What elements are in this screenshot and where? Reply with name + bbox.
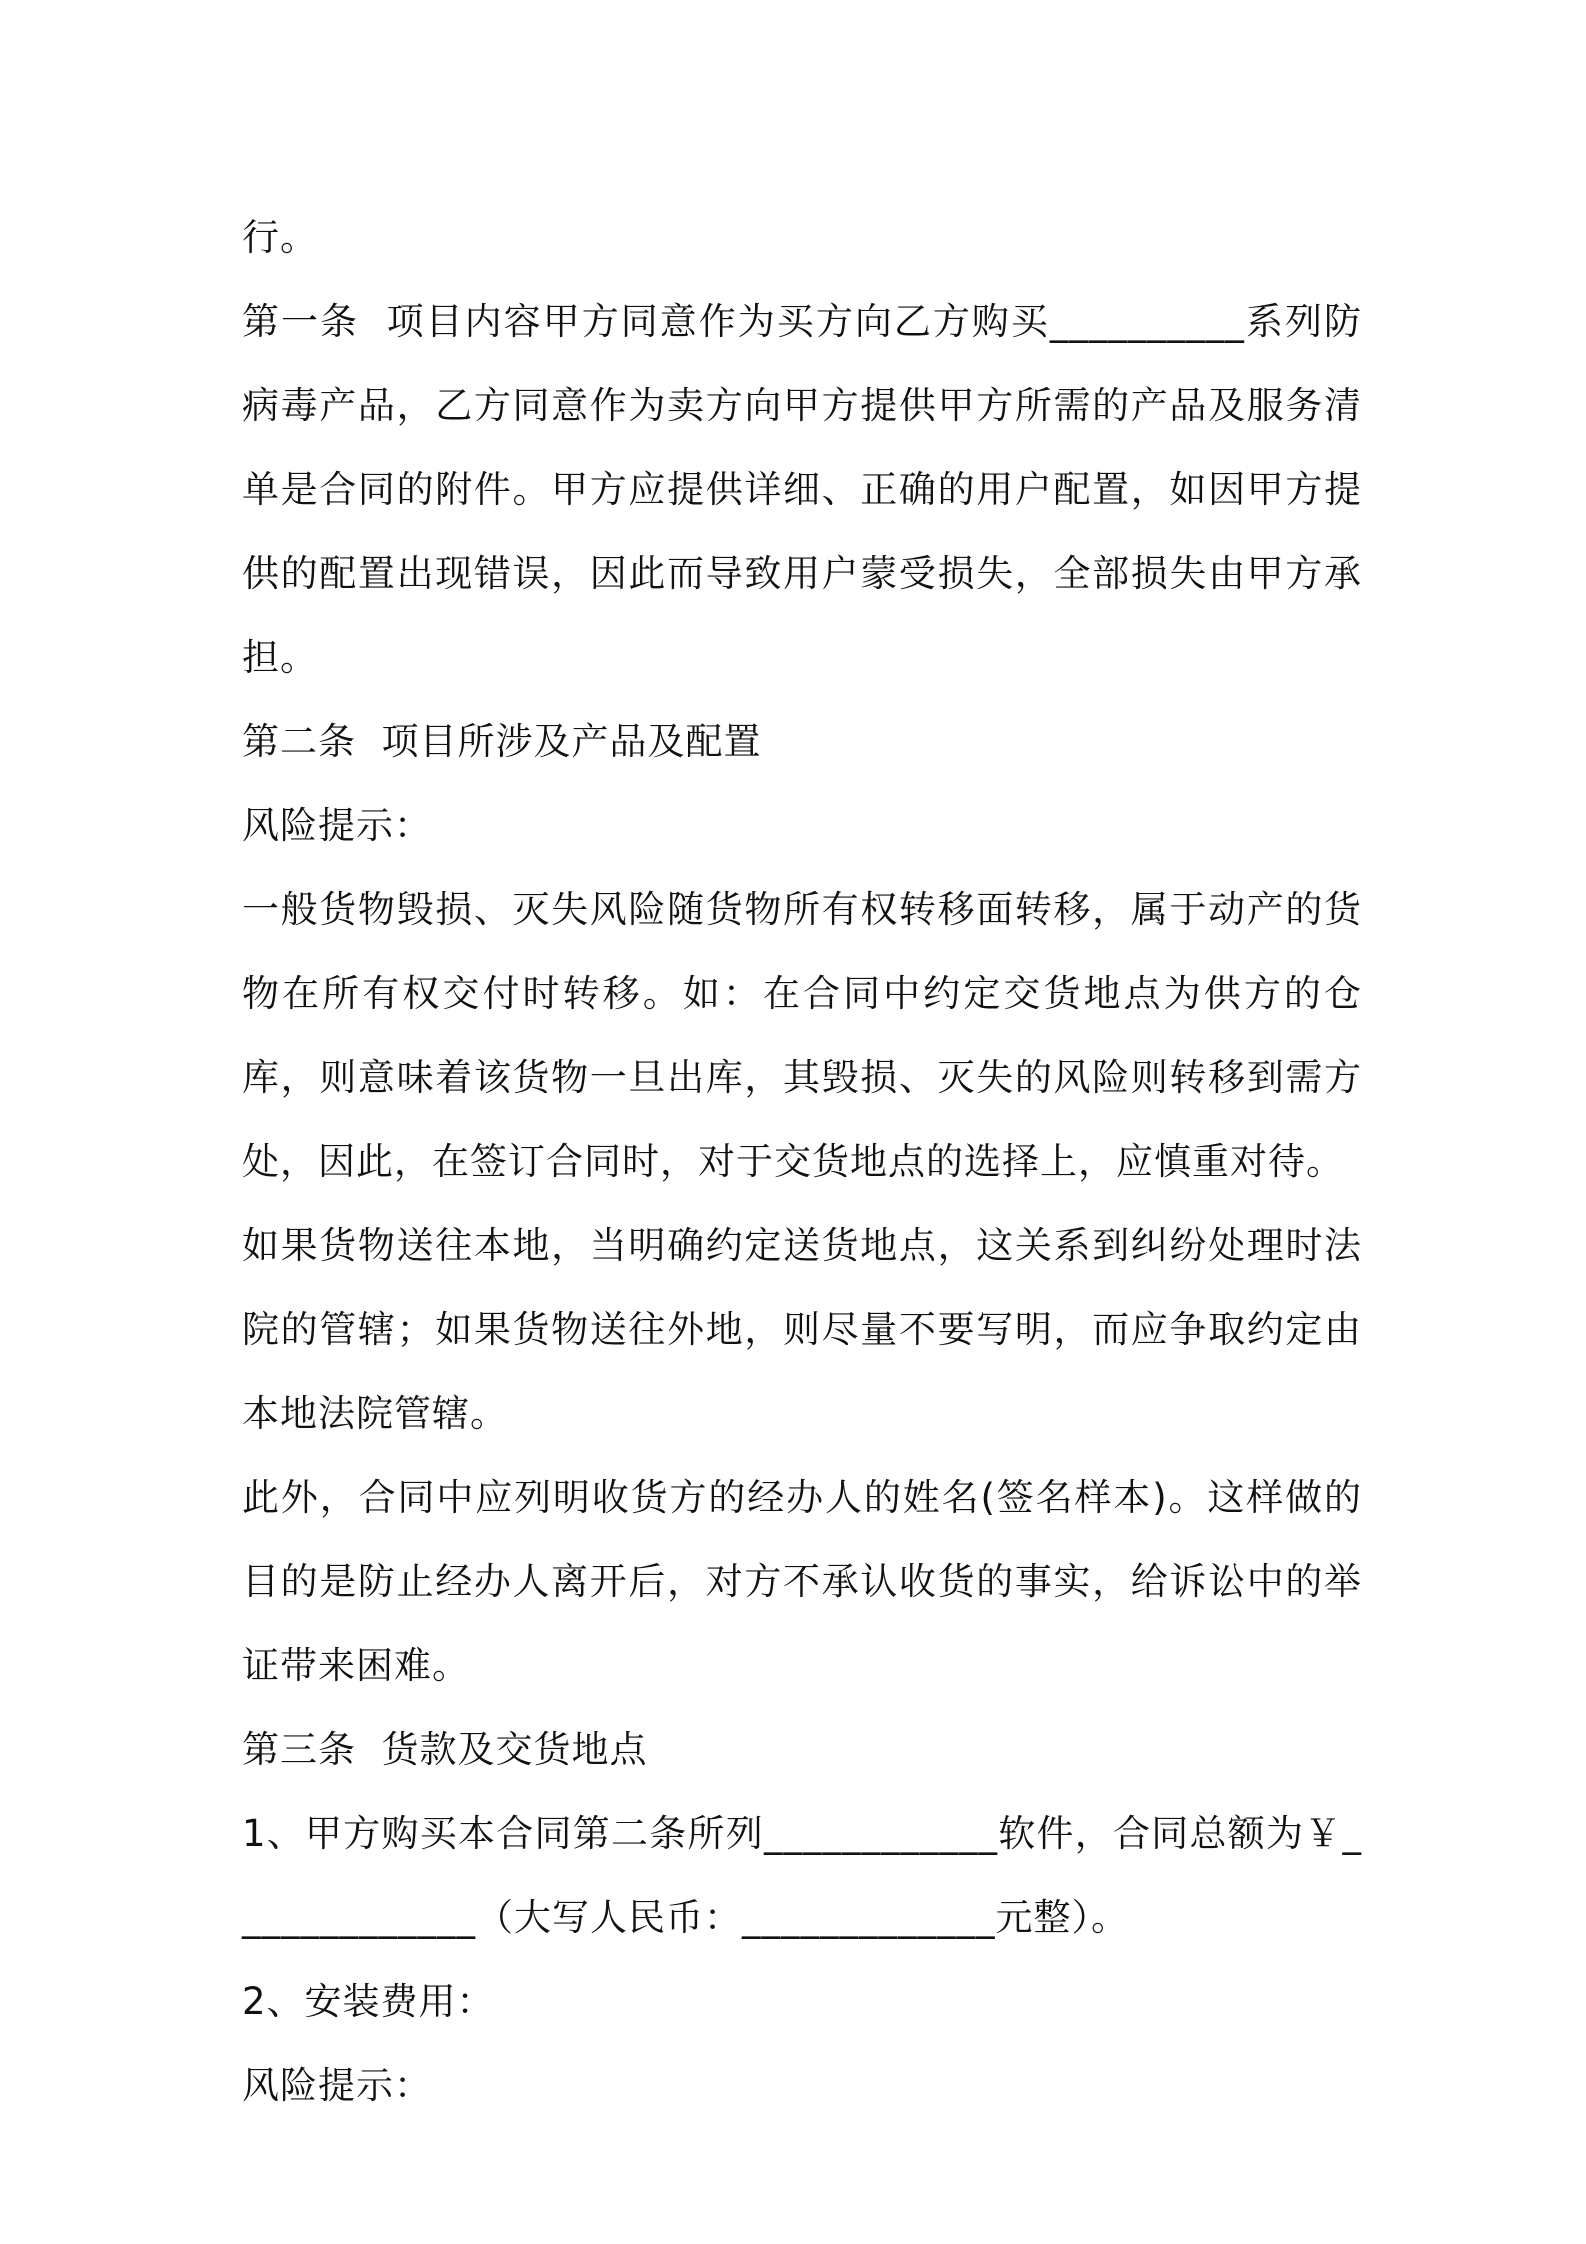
paragraph-continuation: 行。 xyxy=(242,216,318,259)
delivery-location-paragraph: 如果货物送往本地，当明确约定送货地点，这关系到纠纷处理时法院的管辖；如果货物送往外地，则尽量不要写明，而应争取约定由本地法院管辖。 xyxy=(242,1224,1362,1435)
document-body xyxy=(242,196,1362,2128)
article-1-project-content: 第一条 项目内容甲方同意作为买方向乙方购买__________系列防病毒产品，乙方同意作为卖方向甲方提供甲方所需的产品及服务清单是合同的附件。甲方应提供详细、正确的用户配置，如因甲方提供的配置出现错误，因此而导致用户蒙受损失，全部损失由甲方承担。 xyxy=(242,300,1362,679)
installation-fee-clause: 2、安装费用： xyxy=(242,1980,495,2023)
contract-amount-clause: 1、甲方购买本合同第二条所列____________软件，合同总额为￥_____________（大写人民币：_____________元整）。 xyxy=(242,1812,1362,1939)
consignee-signature-paragraph: 此外，合同中应列明收货方的经办人的姓名(签名样本)。这样做的目的是防止经办人离开后，对方不承认收货的事实，给诉讼中的举证带来困难。 xyxy=(242,1476,1362,1687)
risk-notice-label-2: 风险提示： xyxy=(242,2064,432,2107)
article-3-heading: 第三条 货款及交货地点 xyxy=(242,1728,648,1771)
article-2-heading: 第二条 项目所涉及产品及配置 xyxy=(242,720,762,763)
risk-notice-label: 风险提示： xyxy=(242,804,432,847)
risk-transfer-paragraph: 一般货物毁损、灭失风险随货物所有权转移面转移，属于动产的货物在所有权交付时转移。如：在合同中约定交货地点为供方的仓库，则意味着该货物一旦出库，其毁损、灭失的风险则转移到需方处，因此，在签订合同时，对于交货地点的选择上，应慎重对待。 xyxy=(242,888,1362,1183)
